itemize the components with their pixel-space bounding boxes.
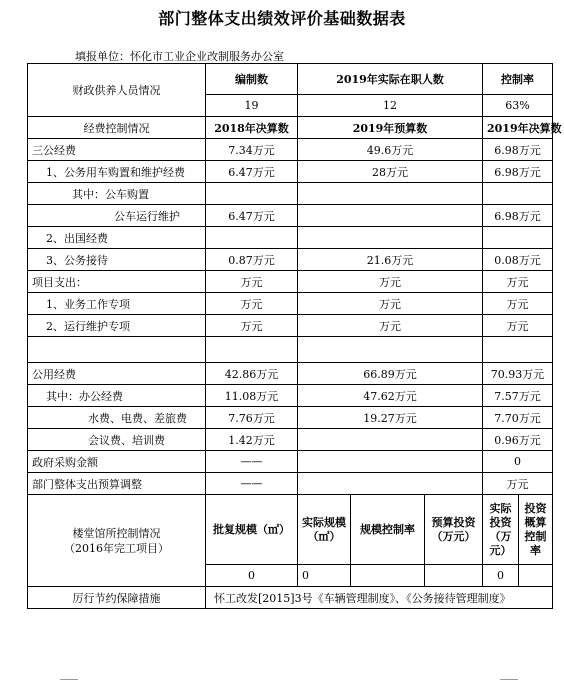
row-label: 1、公务用车购置和维护经费 [28,161,206,183]
staff-header-actual: 2019年实际在职人数 [298,64,483,95]
row-value-2019-budget [298,337,483,363]
funds-header-2019-final: 2019年决算数 [483,117,553,139]
row-value-2019-budget: 49.6万元 [298,139,483,161]
row-value-2019-budget: 19.27万元 [298,407,483,429]
row-label: 公用经费 [28,363,206,385]
row-label: 公车运行维护 [28,205,206,227]
row-label: 项目支出： [28,271,206,293]
footer-rule-left [60,679,78,680]
building-label-line2: （2016年完工项目） [64,541,169,555]
row-value-2019-final: 6.98万元 [483,161,553,183]
row-value-2018: 11.08万元 [206,385,298,407]
building-header-actual: 实际规模（㎡） [298,495,351,565]
row-value-2018: 7.76万元 [206,407,298,429]
row-value-2018 [206,337,298,363]
row-value-2018: 6.47万元 [206,161,298,183]
row-value-2018: 6.47万元 [206,205,298,227]
building-value-invest-rate [519,565,553,587]
row-value-2019-final: 7.57万元 [483,385,553,407]
building-value-actual-invest: 0 [483,565,519,587]
row-value-2019-budget [298,429,483,451]
row-value-2019-final [483,227,553,249]
row-value-2019-budget: 万元 [298,271,483,293]
row-label: 2、运行维护专项 [28,315,206,337]
row-value-2018: 万元 [206,271,298,293]
row-value-2019-final: 0.96万元 [483,429,553,451]
row-label: 其中：公车购置 [28,183,206,205]
building-header-approved: 批复规模（㎡） [206,495,298,565]
row-value-2019-final: 万元 [483,315,553,337]
row-value-2019-budget: 28万元 [298,161,483,183]
row-value-2018: 万元 [206,293,298,315]
row-value-2019-budget [298,183,483,205]
row-value-2019-budget [298,205,483,227]
measures-label: 厉行节约保障措施 [28,587,206,609]
row-value-2019-budget: 66.89万元 [298,363,483,385]
row-label: 其中：办公经费 [28,385,206,407]
row-label: 3、公务接待 [28,249,206,271]
building-header-budget-invest: 预算投资（万元） [425,495,483,565]
row-value-2018 [206,227,298,249]
row-value-2019-final: 0 [483,451,553,473]
building-value-actual: 0 [298,565,351,587]
funds-label: 经费控制情况 [28,117,206,139]
row-value-2018 [206,183,298,205]
row-value-2018: 万元 [206,315,298,337]
row-value-2018: 7.34万元 [206,139,298,161]
row-value-2018: 0.87万元 [206,249,298,271]
row-value-2019-budget [298,451,483,473]
page-title: 部门整体支出绩效评价基础数据表 [158,9,406,28]
row-value-2019-budget: 万元 [298,315,483,337]
row-value-2019-budget [298,227,483,249]
row-label: 部门整体支出预算调整 [28,473,206,495]
building-header-scale-rate: 规模控制率 [351,495,425,565]
row-value-2018: —— [206,451,298,473]
measures-text: 怀工改发[2015]3号《车辆管理制度》、《公务接待管理制度》 [206,587,553,609]
row-value-2019-final: 0.08万元 [483,249,553,271]
funds-header-2018: 2018年决算数 [206,117,298,139]
building-value-approved: 0 [206,565,298,587]
row-label: 1、业务工作专项 [28,293,206,315]
row-value-2019-final [483,183,553,205]
row-label: 2、出国经费 [28,227,206,249]
building-header-invest-rate: 投资概算控制率 [519,495,553,565]
funds-header-2019-budget: 2019年预算数 [298,117,483,139]
row-value-2018: 42.86万元 [206,363,298,385]
row-value-2018: 1.42万元 [206,429,298,451]
reporting-unit: 填报单位：怀化市工业企业改制服务办公室 [75,50,284,63]
row-label: 三公经费 [28,139,206,161]
staff-value-actual: 12 [298,95,483,117]
row-value-2018: —— [206,473,298,495]
performance-data-table [27,63,562,609]
row-label [28,337,206,363]
row-label: 水费、电费、差旅费 [28,407,206,429]
building-header-actual-invest: 实际投资（万元） [483,495,519,565]
row-value-2019-budget: 47.62万元 [298,385,483,407]
row-value-2019-final: 万元 [483,473,553,495]
building-label [28,495,206,587]
staff-header-rate: 控制率 [483,64,553,95]
row-value-2019-final: 万元 [483,271,553,293]
row-value-2019-budget: 21.6万元 [298,249,483,271]
staff-value-rate: 63% [483,95,553,117]
building-value-budget-invest [425,565,483,587]
row-value-2019-final: 万元 [483,293,553,315]
building-value-scale-rate [351,565,425,587]
staff-value-quota: 19 [206,95,298,117]
staff-label: 财政供养人员情况 [28,64,206,117]
row-value-2019-final: 7.70万元 [483,407,553,429]
row-label: 会议费、培训费 [28,429,206,451]
footer-rule-right [500,679,518,680]
row-value-2019-final: 70.93万元 [483,363,553,385]
staff-header-quota: 编制数 [206,64,298,95]
row-value-2019-final: 6.98万元 [483,139,553,161]
row-value-2019-budget: 万元 [298,293,483,315]
row-value-2019-budget [298,473,483,495]
row-value-2019-final [483,337,553,363]
row-label: 政府采购金额 [28,451,206,473]
row-value-2019-final: 6.98万元 [483,205,553,227]
building-label-line1: 楼堂馆所控制情况 [72,526,161,540]
